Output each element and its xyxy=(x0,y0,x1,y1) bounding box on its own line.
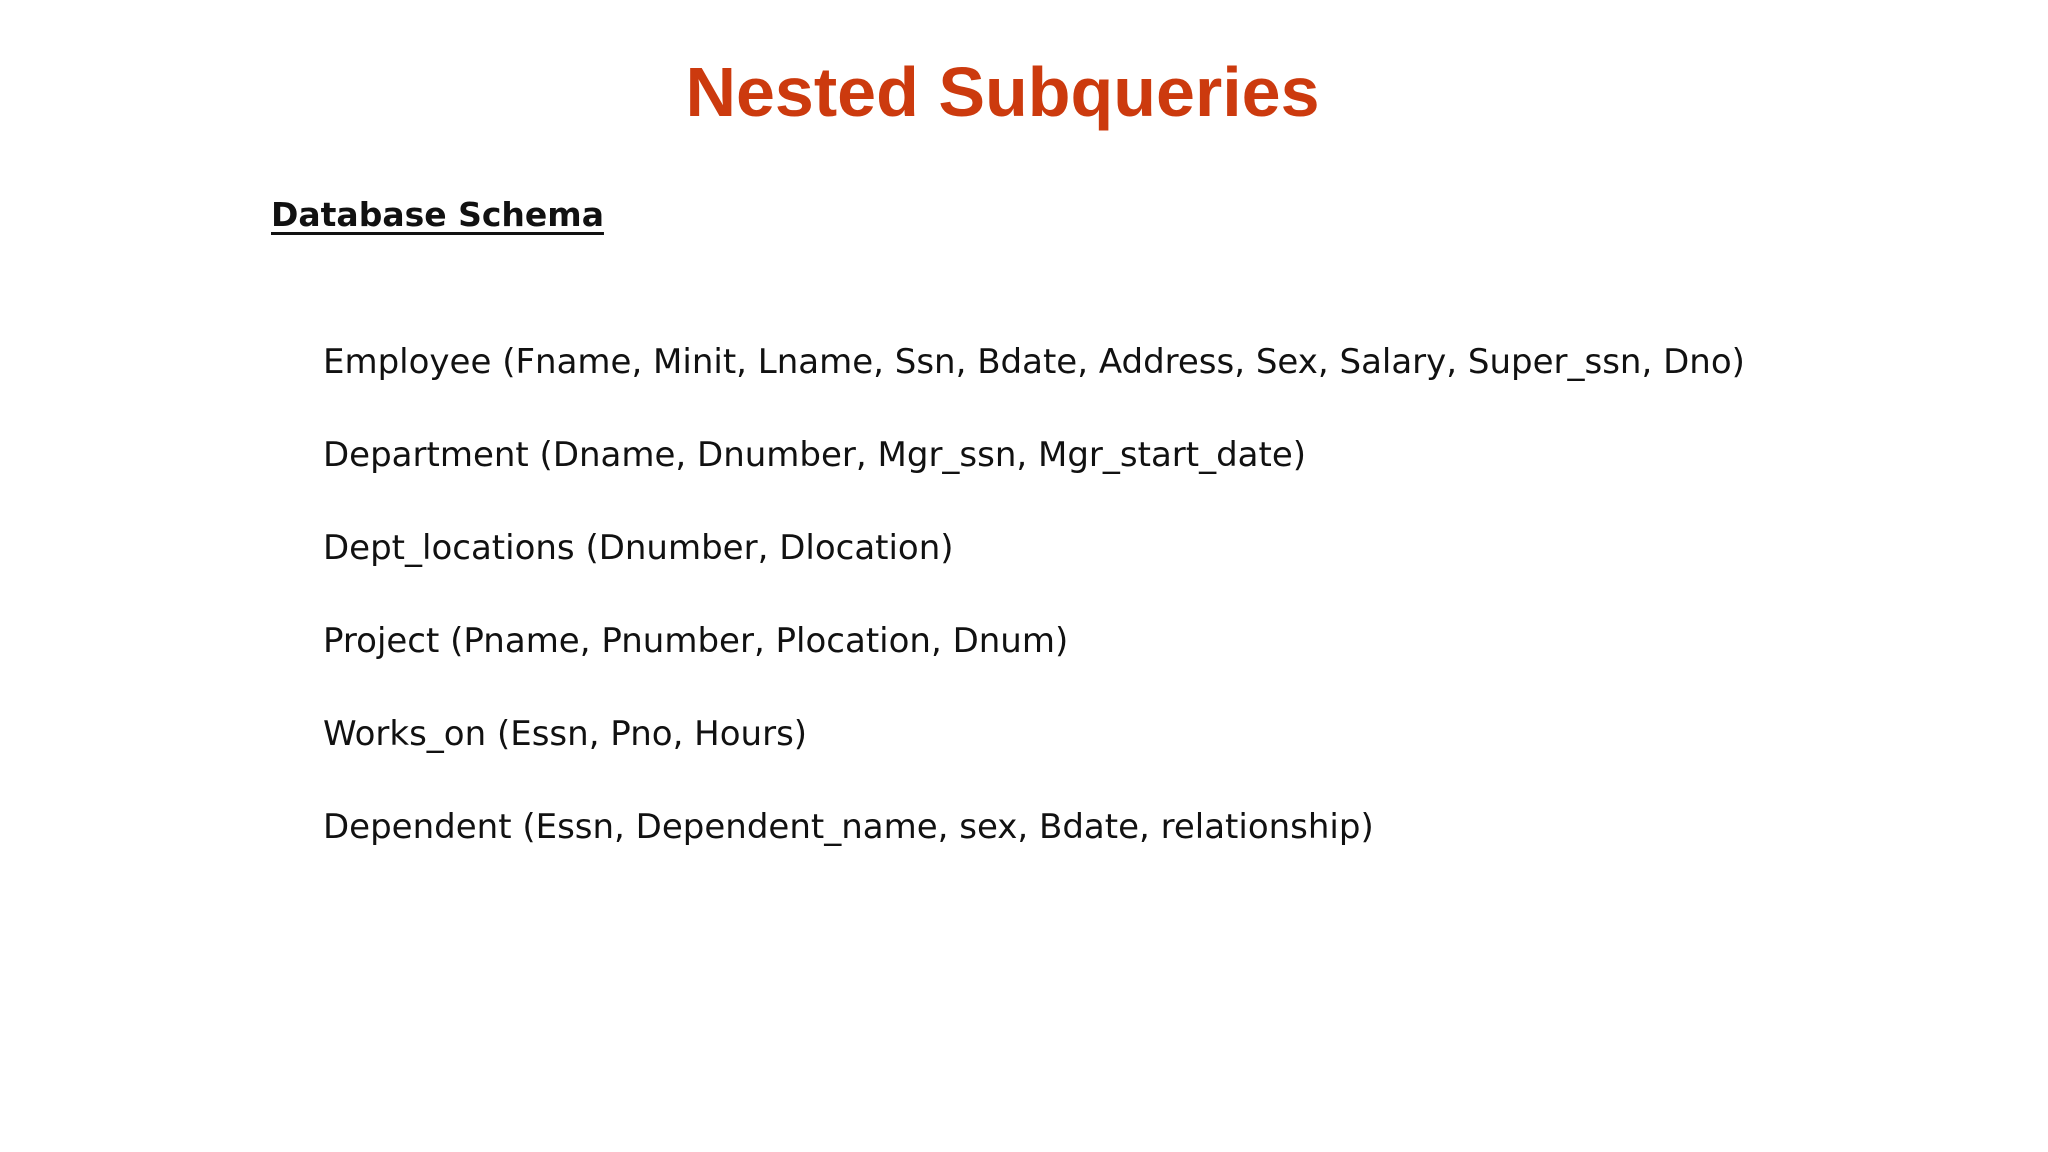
schema-relation-dept-locations: Dept_locations (Dnumber, Dlocation) xyxy=(323,528,954,568)
section-heading: Database Schema xyxy=(271,195,604,234)
schema-relation-department: Department (Dname, Dnumber, Mgr_ssn, Mgr_start_date) xyxy=(323,435,1307,475)
schema-relation-project: Project (Pname, Pnumber, Plocation, Dnum) xyxy=(323,621,1069,661)
schema-relation-dependent: Dependent (Essn, Dependent_name, sex, Bdate, relationship) xyxy=(323,807,1374,847)
schema-relation-employee: Employee (Fname, Minit, Lname, Ssn, Bdate, Address, Sex, Salary, Super_ssn, Dno) xyxy=(323,342,1745,382)
schema-list xyxy=(323,338,1745,896)
schema-relation-works-on: Works_on (Essn, Pno, Hours) xyxy=(323,714,808,754)
slide-title: Nested Subqueries xyxy=(685,53,1320,131)
